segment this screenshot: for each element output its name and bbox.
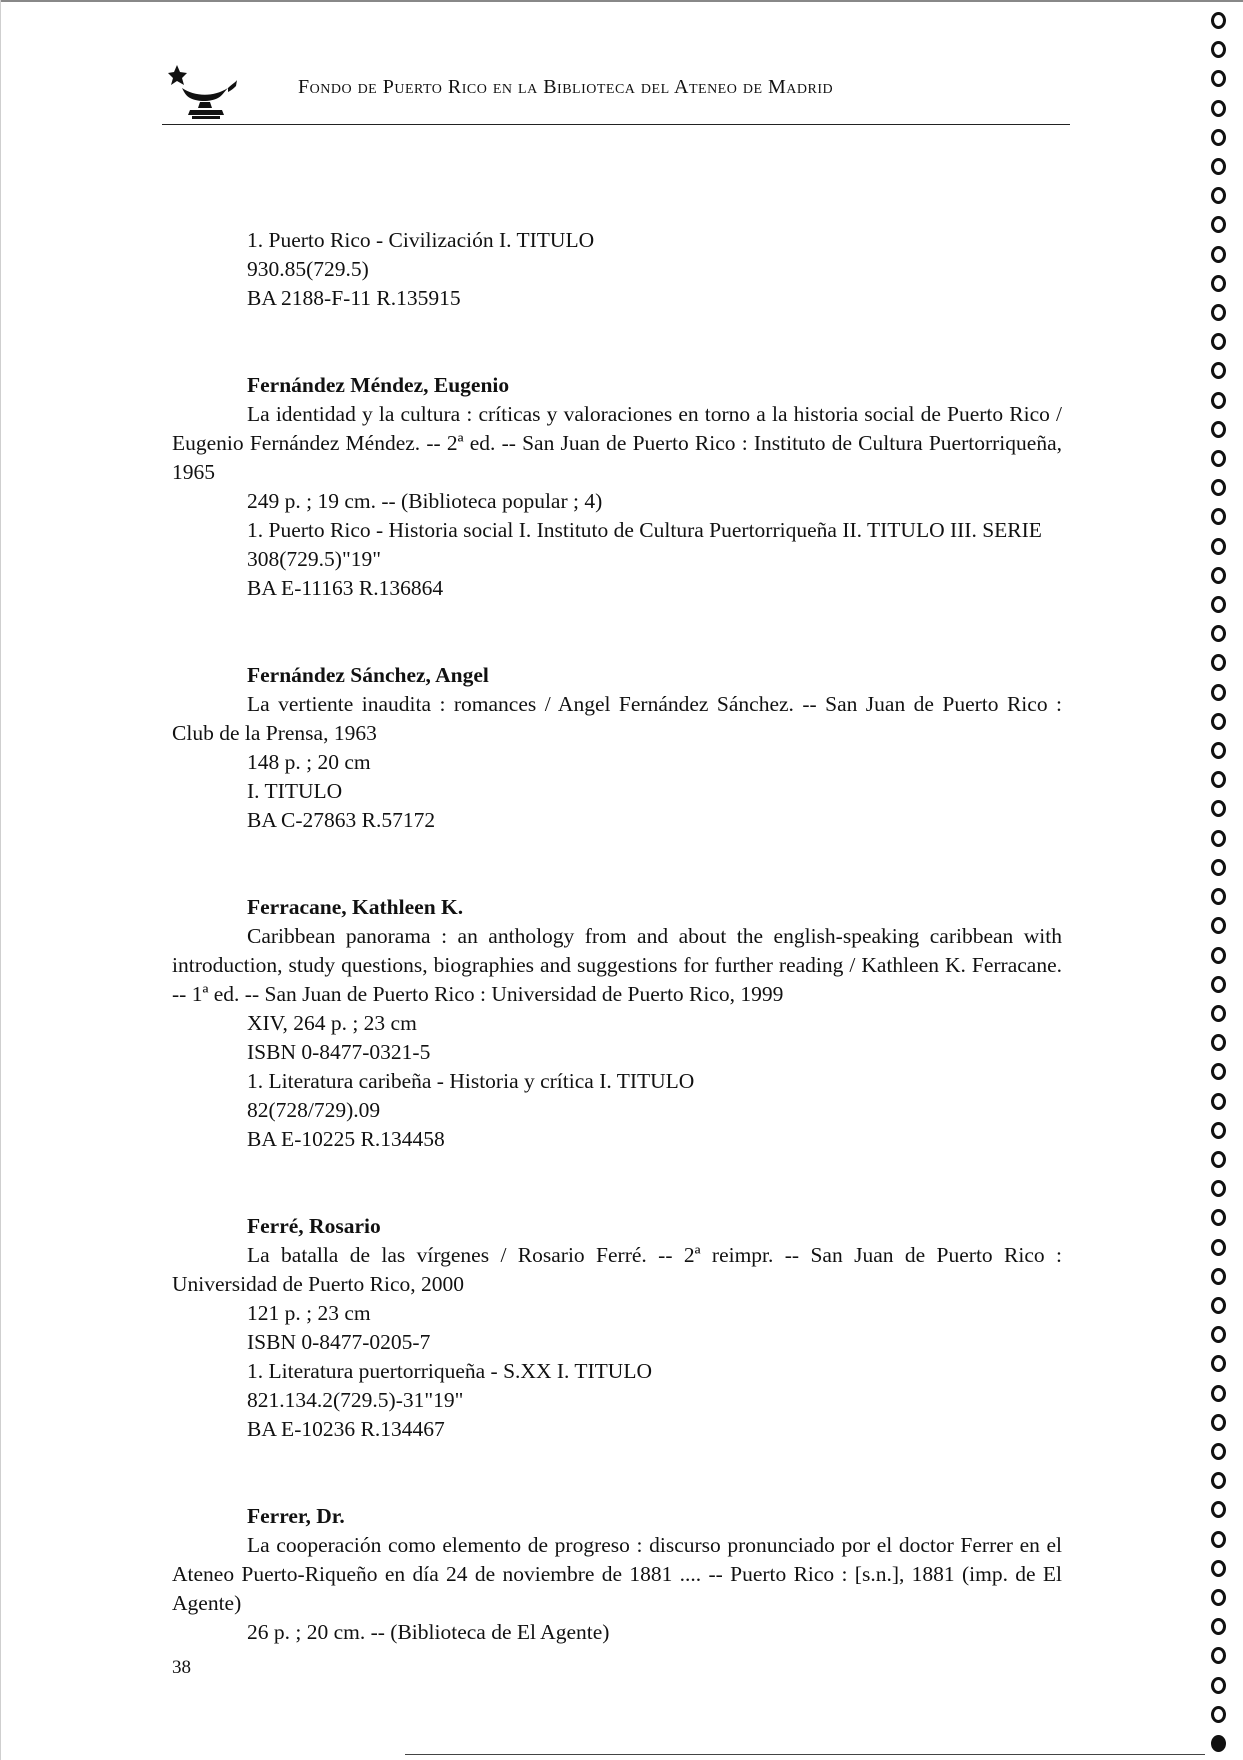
entry-description: Caribbean panorama : an anthology from and about the english-speaking caribbean with introduction, study questions, biographies and suggestions for further reading / Kathleen K. Ferracane. -- 1ª ed. -- San Juan de Puerto Rico : Universidad de Puerto Rico, 1999 [172, 924, 1062, 1006]
entry-classification: 308(729.5)"19" [247, 547, 381, 571]
entry-physical: XIV, 264 p. ; 23 cm [247, 1011, 417, 1035]
entry-physical: 26 p. ; 20 cm. -- (Biblioteca de El Agente) [247, 1620, 610, 1644]
oil-lamp-icon [166, 62, 238, 120]
binding-hole [1211, 1385, 1226, 1402]
entry-call-number: BA E-11163 R.136864 [247, 576, 444, 600]
catalog-content [172, 226, 1062, 1647]
binding-hole [1211, 684, 1226, 701]
binding-holes [1205, 12, 1231, 1752]
binding-hole [1211, 158, 1226, 175]
binding-hole [1211, 976, 1226, 993]
binding-hole [1211, 41, 1226, 58]
entry-subjects: 1. Puerto Rico - Historia social I. Instituto de Cultura Puertorriqueña II. TITULO III. SERIE [247, 518, 1042, 542]
top-edge-rule [0, 0, 1243, 2]
binding-hole [1211, 1297, 1226, 1314]
binding-hole [1211, 275, 1226, 292]
binding-hole [1211, 1501, 1226, 1518]
binding-hole [1211, 1443, 1226, 1460]
binding-hole [1211, 1180, 1226, 1197]
binding-hole [1211, 129, 1226, 146]
binding-hole [1211, 1268, 1226, 1285]
binding-hole [1211, 742, 1226, 759]
binding-hole [1211, 508, 1226, 525]
binding-hole [1211, 216, 1226, 233]
entry-author: Fernández Sánchez, Angel [247, 663, 489, 687]
classification-line: 930.85(729.5) [247, 257, 369, 281]
binding-hole [1211, 1706, 1226, 1723]
catalog-entry [172, 1502, 1062, 1647]
binding-hole [1211, 1151, 1226, 1168]
binding-hole [1211, 1560, 1226, 1577]
binding-hole [1211, 1618, 1226, 1635]
binding-hole [1211, 100, 1226, 117]
binding-hole [1211, 947, 1226, 964]
binding-hole [1211, 1239, 1226, 1256]
binding-hole [1211, 1093, 1226, 1110]
left-edge-rule [0, 0, 1, 1760]
binding-hole [1211, 1063, 1226, 1080]
entry-call-number: BA E-10225 R.134458 [247, 1127, 445, 1151]
entry-call-number: BA C-27863 R.57172 [247, 808, 436, 832]
binding-hole [1211, 450, 1226, 467]
binding-hole [1211, 304, 1226, 321]
binding-hole [1211, 1589, 1226, 1606]
entry-call-number: BA E-10236 R.134467 [247, 1417, 445, 1441]
binding-hole [1211, 1414, 1226, 1431]
binding-hole [1211, 888, 1226, 905]
entry-subjects: I. TITULO [247, 779, 343, 803]
binding-hole [1211, 625, 1226, 642]
bottom-edge-rule [405, 1754, 1205, 1755]
binding-hole [1211, 538, 1226, 555]
binding-hole [1211, 1677, 1226, 1694]
catalog-entry [172, 1212, 1062, 1444]
entry-description: La batalla de las vírgenes / Rosario Ferré. -- 2ª reimpr. -- San Juan de Puerto Rico : Universidad de Puerto Rico, 2000 [172, 1243, 1062, 1296]
binding-hole [1211, 362, 1226, 379]
previous-entry-tail [172, 226, 1062, 313]
binding-hole [1211, 1735, 1226, 1752]
entry-isbn: ISBN 0-8477-0205-7 [247, 1330, 431, 1354]
subject-line: 1. Puerto Rico - Civilización I. TITULO [247, 228, 595, 252]
binding-hole [1211, 333, 1226, 350]
binding-hole [1211, 1326, 1226, 1343]
entry-isbn: ISBN 0-8477-0321-5 [247, 1040, 431, 1064]
binding-hole [1211, 830, 1226, 847]
binding-hole [1211, 70, 1226, 87]
catalog-entry [172, 371, 1062, 603]
entry-classification: 82(728/729).09 [247, 1098, 381, 1122]
binding-hole [1211, 1647, 1226, 1664]
header-rule [162, 124, 1070, 125]
binding-hole [1211, 596, 1226, 613]
binding-hole [1211, 12, 1226, 29]
catalog-entry [172, 661, 1062, 835]
binding-hole [1211, 1122, 1226, 1139]
entry-classification: 821.134.2(729.5)-31"19" [247, 1388, 464, 1412]
binding-hole [1211, 1472, 1226, 1489]
binding-hole [1211, 1005, 1226, 1022]
binding-hole [1211, 800, 1226, 817]
binding-hole [1211, 1531, 1226, 1548]
binding-hole [1211, 246, 1226, 263]
call-number-line: BA 2188-F-11 R.135915 [247, 286, 461, 310]
binding-hole [1211, 713, 1226, 730]
entry-description: La vertiente inaudita : romances / Angel Fernández Sánchez. -- San Juan de Puerto Rico : Club de la Prensa, 1963 [172, 692, 1062, 745]
entry-subjects: 1. Literatura puertorriqueña - S.XX I. TITULO [247, 1359, 652, 1383]
entry-description: La cooperación como elemento de progreso : discurso pronunciado por el doctor Ferrer en el Ateneo Puerto-Riqueño en día 24 de noviembre de 1881 .... -- Puerto Rico : [s.n.], 1881 (imp. de El Agente) [172, 1533, 1062, 1615]
binding-hole [1211, 1355, 1226, 1372]
header-title: Fondo de Puerto Rico en la Biblioteca del Ateneo de Madrid [298, 76, 834, 98]
catalog-entry [172, 893, 1062, 1154]
entry-author: Fernández Méndez, Eugenio [247, 373, 510, 397]
binding-hole [1211, 567, 1226, 584]
entry-description: La identidad y la cultura : críticas y valoraciones en torno a la historia social de Puerto Rico / Eugenio Fernández Méndez. -- 2ª ed. -- San Juan de Puerto Rico : Instituto de Cultura Puertorriqueña, 1965 [172, 402, 1062, 484]
binding-hole [1211, 421, 1226, 438]
binding-hole [1211, 917, 1226, 934]
binding-hole [1211, 654, 1226, 671]
page-number: 38 [172, 1657, 191, 1678]
binding-hole [1211, 771, 1226, 788]
binding-hole [1211, 187, 1226, 204]
binding-hole [1211, 859, 1226, 876]
entry-author: Ferrer, Dr. [247, 1504, 345, 1528]
entry-subjects: 1. Literatura caribeña - Historia y crítica I. TITULO [247, 1069, 695, 1093]
binding-hole [1211, 1209, 1226, 1226]
entry-author: Ferracane, Kathleen K. [247, 895, 464, 919]
page-header [162, 62, 1070, 126]
entry-physical: 148 p. ; 20 cm [247, 750, 371, 774]
entry-author: Ferré, Rosario [247, 1214, 381, 1238]
entry-physical: 121 p. ; 23 cm [247, 1301, 371, 1325]
binding-hole [1211, 392, 1226, 409]
binding-hole [1211, 1034, 1226, 1051]
entry-physical: 249 p. ; 19 cm. -- (Biblioteca popular ; 4) [247, 489, 603, 513]
binding-hole [1211, 479, 1226, 496]
